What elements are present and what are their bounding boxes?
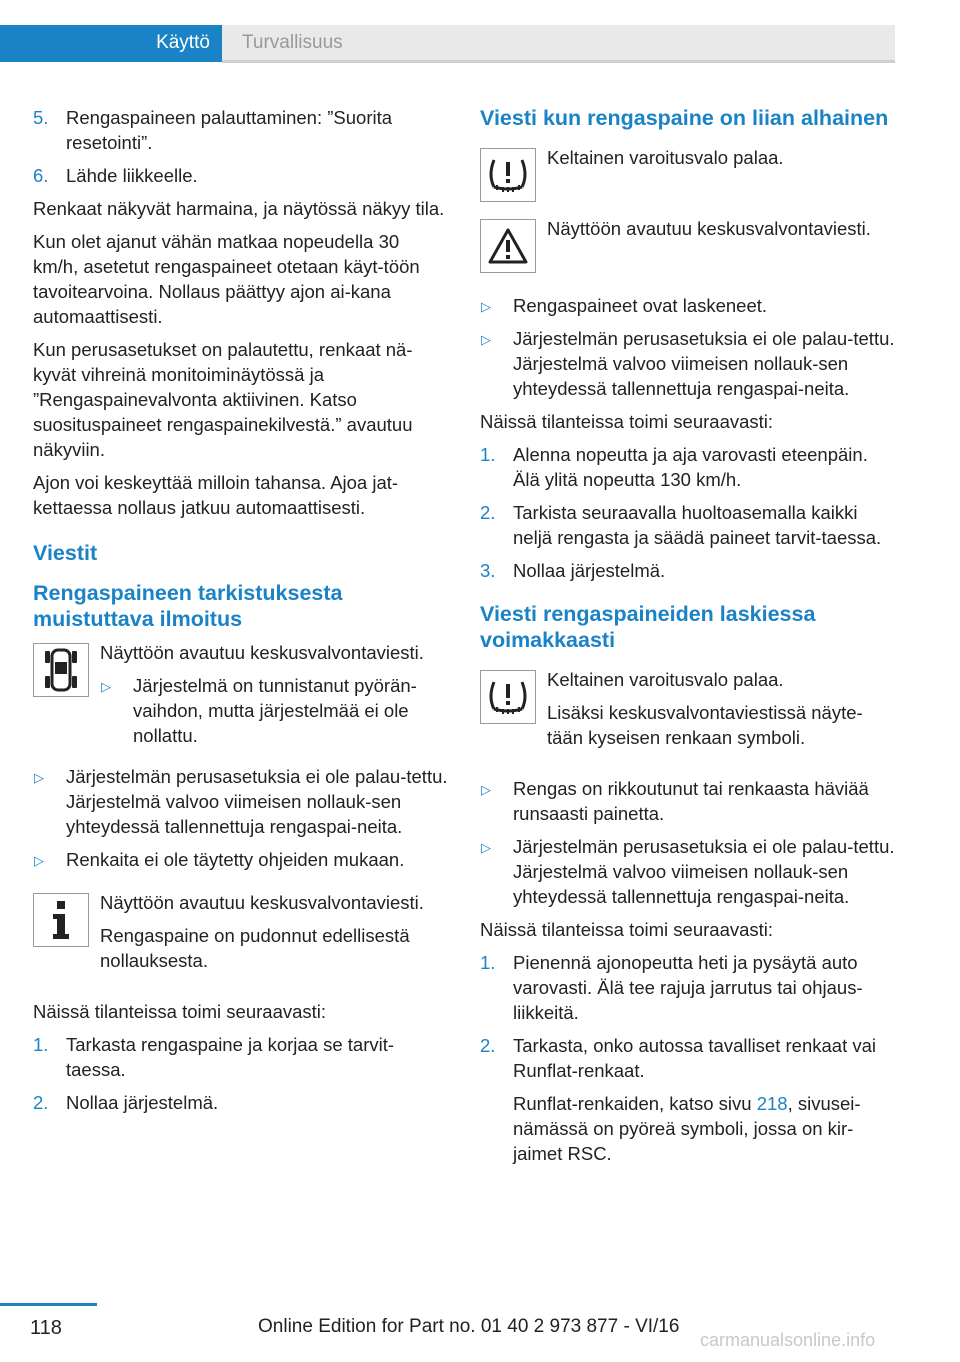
- paragraph: Näissä tilanteissa toimi seuraavasti:: [33, 1001, 327, 1022]
- heading-pressure-loss: Viesti rengaspaineiden laskiessa voimakkaasti: [480, 602, 816, 652]
- paragraph: Näissä tilanteissa toimi seuraavasti:: [480, 919, 774, 940]
- list-item: ▷ Järjestelmän perusasetuksia ei ole palau-tettu. Järjestelmä valvoo viimeisen nollauk-sen yhteydessä tallennettuja rengaspai-neita.: [481, 836, 895, 907]
- list-item: ▷ Järjestelmän perusasetuksia ei ole palau-tettu. Järjestelmä valvoo viimeisen nollauk-sen yhteydessä tallennettuja rengaspai-neita.: [481, 328, 895, 399]
- page-number: 118: [30, 1317, 62, 1339]
- footer-rule: [0, 1303, 97, 1306]
- left-column: [33, 105, 448, 1123]
- icon-text: Näyttöön avautuu keskusvalvontaviesti.: [100, 892, 424, 913]
- list-item: ▷ Järjestelmän perusasetuksia ei ole palau-tettu. Järjestelmä valvoo viimeisen nollauk-sen yhteydessä tallennettuja rengaspai-neita.: [34, 766, 448, 837]
- list-item: ▷ Rengaspaineet ovat laskeneet.: [481, 295, 768, 316]
- icon-text: Näyttöön avautuu keskusvalvontaviesti.: [547, 218, 871, 239]
- paragraph: Kun perusasetukset on palautettu, renkaat nä-kyvät vihreinä monitoiminäytössä ja ”Rengaspainevalvonta aktiivinen. Katso suosituspaineet rengaspainekilvestä.” avautuu näkyviin.: [33, 339, 413, 460]
- heading-viestit: Viestit: [33, 541, 98, 565]
- paragraph: Renkaat näkyvät harmaina, ja näytössä näkyy tila.: [33, 198, 445, 219]
- list-item: 1. Tarkasta rengaspaine ja korjaa se tarvit-taessa.: [33, 1034, 395, 1080]
- tpms-warning-light-icon: [480, 148, 536, 202]
- page-link[interactable]: 218: [756, 1093, 788, 1114]
- tpms-loss-block: [480, 667, 895, 758]
- heading-reminder: Rengaspaineen tarkistuksesta muistuttava ilmoitus: [33, 581, 343, 631]
- icon-text: Rengaspaine on pudonnut edellisestä nollauksesta.: [100, 925, 410, 971]
- heading-low-pressure: Viesti kun rengaspaine on liian alhainen: [480, 106, 889, 130]
- list-item: 3. Nollaa järjestelmä.: [480, 560, 666, 581]
- watermark: carmanualsonline.info: [700, 1330, 876, 1350]
- list-item: 6. Lähde liikkeelle.: [33, 165, 198, 186]
- list-item: 2. Tarkista seuraavalla huoltoasemalla kaikki neljä rengasta ja säädä paineet tarvit-taessa.: [480, 502, 882, 548]
- header-subsection-title: Turvallisuus: [242, 32, 343, 53]
- car-message-block: [33, 640, 448, 756]
- list-item: ▷ Rengas on rikkoutunut tai renkaasta häviää runsaasti painetta.: [481, 778, 869, 824]
- list-item: 1. Alenna nopeutta ja aja varovasti eteenpäin. Älä ylitä nopeutta 130 km/h.: [480, 444, 868, 490]
- edition-text: Online Edition for Part no. 01 40 2 973 877 - VI/16: [258, 1316, 680, 1337]
- icon-text: Näyttöön avautuu keskusvalvontaviesti.: [100, 642, 424, 663]
- list-item: 5. Rengaspaineen palauttaminen: ”Suorita resetointi”.: [33, 107, 393, 153]
- icon-text: Keltainen varoitusvalo palaa.: [547, 669, 784, 690]
- paragraph: Runflat-renkaiden, katso sivu 218, sivusei-nämässä on pyöreä symboli, jossa on kir-jaimet RSC.: [513, 1093, 861, 1164]
- icon-text: Keltainen varoitusvalo palaa.: [547, 147, 784, 168]
- paragraph: Ajon voi keskeyttää milloin tahansa. Ajoa jat-kettaessa nollaus jatkuu automaattisesti.: [33, 472, 399, 518]
- tpms-warning-block: [480, 145, 895, 202]
- paragraph: Näissä tilanteissa toimi seuraavasti:: [480, 411, 774, 432]
- list-item: ▷ Renkaita ei ole täytetty ohjeiden mukaan.: [34, 849, 405, 870]
- paragraph: Kun olet ajanut vähän matkaa nopeudella 30 km/h, asetetut rengaspaineet otetaan käyt-töön tavoitearvoina. Nollaus päättyy ajon ai-kana automaattisesti.: [33, 231, 420, 327]
- info-message-block: [33, 890, 448, 981]
- right-column: [480, 105, 895, 1174]
- list-item: 1. Pienennä ajonopeutta heti ja pysäytä auto varovasti. Älä tee rajuja jarrutus tai ohjaus-liikkeitä.: [480, 952, 863, 1023]
- warning-triangle-icon: [480, 219, 536, 273]
- warning-triangle-block: [480, 216, 895, 273]
- header-section-title: Käyttö: [156, 32, 210, 53]
- icon-text: Lisäksi keskusvalvontaviestissä näyte-tään kyseisen renkaan symboli.: [547, 702, 863, 748]
- list-item: ▷ Järjestelmä on tunnistanut pyörän-vaihdon, mutta järjestelmää ei ole nollattu.: [101, 675, 417, 746]
- list-item: 2. Nollaa järjestelmä.: [33, 1092, 219, 1113]
- car-tpms-icon: [33, 643, 89, 697]
- list-item: 2. Tarkasta, onko autossa tavalliset renkaat vai Runflat-renkaat.: [480, 1035, 876, 1081]
- info-icon: [33, 893, 89, 947]
- tpms-warning-light-icon: [480, 670, 536, 724]
